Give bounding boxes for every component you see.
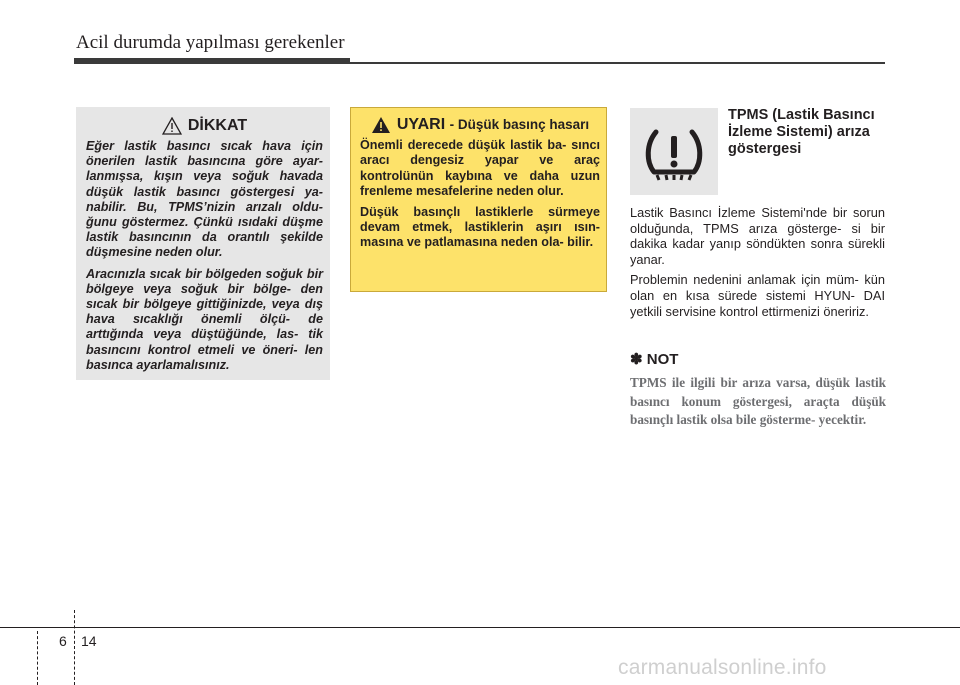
caution-triangle-icon (162, 117, 182, 135)
watermark: carmanualsonline.info (618, 656, 827, 679)
caution-paragraph: Aracınızla sıcak bir bölgeden soğuk bir bölgeye veya soğuk bir bölge- den sıcak bir bölgeye gittiğinizde, veya dış hava sıcaklığı önemli ölçü- de arttığında veya düştüğünde, las- tik basıncını kontrol etmeli ve öneri- len basınca ayarlamalısınız. (86, 266, 323, 372)
footer-divider (74, 610, 75, 685)
chapter-number: 6 (59, 633, 67, 649)
header-rule-thin (74, 62, 885, 64)
footer-margin-line (37, 631, 38, 685)
caution-box (76, 107, 330, 380)
warning-box (350, 107, 607, 292)
tpms-body (630, 205, 885, 324)
caution-text (86, 139, 323, 373)
page-header-title: Acil durumda yapılması gerekenler (76, 32, 345, 53)
tpms-icon-box (630, 108, 718, 195)
tpms-paragraph: Problemin nedenini anlamak için müm- kün olan en kısa sürede sistemi HYUN- DAI yetkili servisine kontrol ettirmenizi öneririz. (630, 272, 885, 319)
tpms-paragraph: Lastik Basıncı İzleme Sistemi'nde bir sorun olduğunda, TPMS arıza gösterge- si bir dakika kadar yanıp söndükten sonra sürekli yanar. (630, 205, 885, 267)
page-number: 14 (81, 633, 97, 649)
warning-paragraph: Düşük basınçlı lastiklerle sürmeye devam etmek, lastiklerin aşırı ısın- masına ve patlamasına neden ola- bilir. (360, 204, 600, 250)
tpms-warning-icon (630, 108, 718, 195)
note-text: TPMS ile ilgili bir arıza varsa, düşük lastik basıncı konum göstergesi, araçta düşük basınçlı lastik olsa bile gösterme- yecektir. (630, 375, 886, 427)
footer-rule (0, 627, 960, 628)
caution-header (86, 117, 323, 135)
warning-triangle-icon (371, 116, 391, 134)
tpms-heading: TPMS (Lastik Basıncı İzleme Sistemi) arıza göstergesi (728, 107, 875, 157)
warning-subtitle: - Düşük basınç hasarı (449, 117, 590, 132)
warning-header (360, 116, 600, 134)
warning-paragraph: Önemli derecede düşük lastik ba- sıncı aracı dengesiz yapar ve araç kontrolünün kaybına ve daha uzun frenleme mesafelerine neden olur. (360, 138, 600, 199)
caution-title: DİKKAT (187, 117, 248, 134)
note-heading: ✽ NOT (630, 351, 679, 368)
warning-title: UYARI (396, 116, 446, 133)
warning-text (360, 138, 600, 251)
caution-paragraph: Eğer lastik basıncı sıcak hava için önerilen lastik basıncına göre ayar- lanmışsa, kışın veya soğuk havada düşük lastik basıncı göstergesi ya- nabilir. Bu, TPMS’nizin arızalı oldu- ğunu göstermez. Çünkü ısıdaki düşme lastik basıncının da orantılı şekilde düşmesine neden olur. (86, 139, 323, 260)
